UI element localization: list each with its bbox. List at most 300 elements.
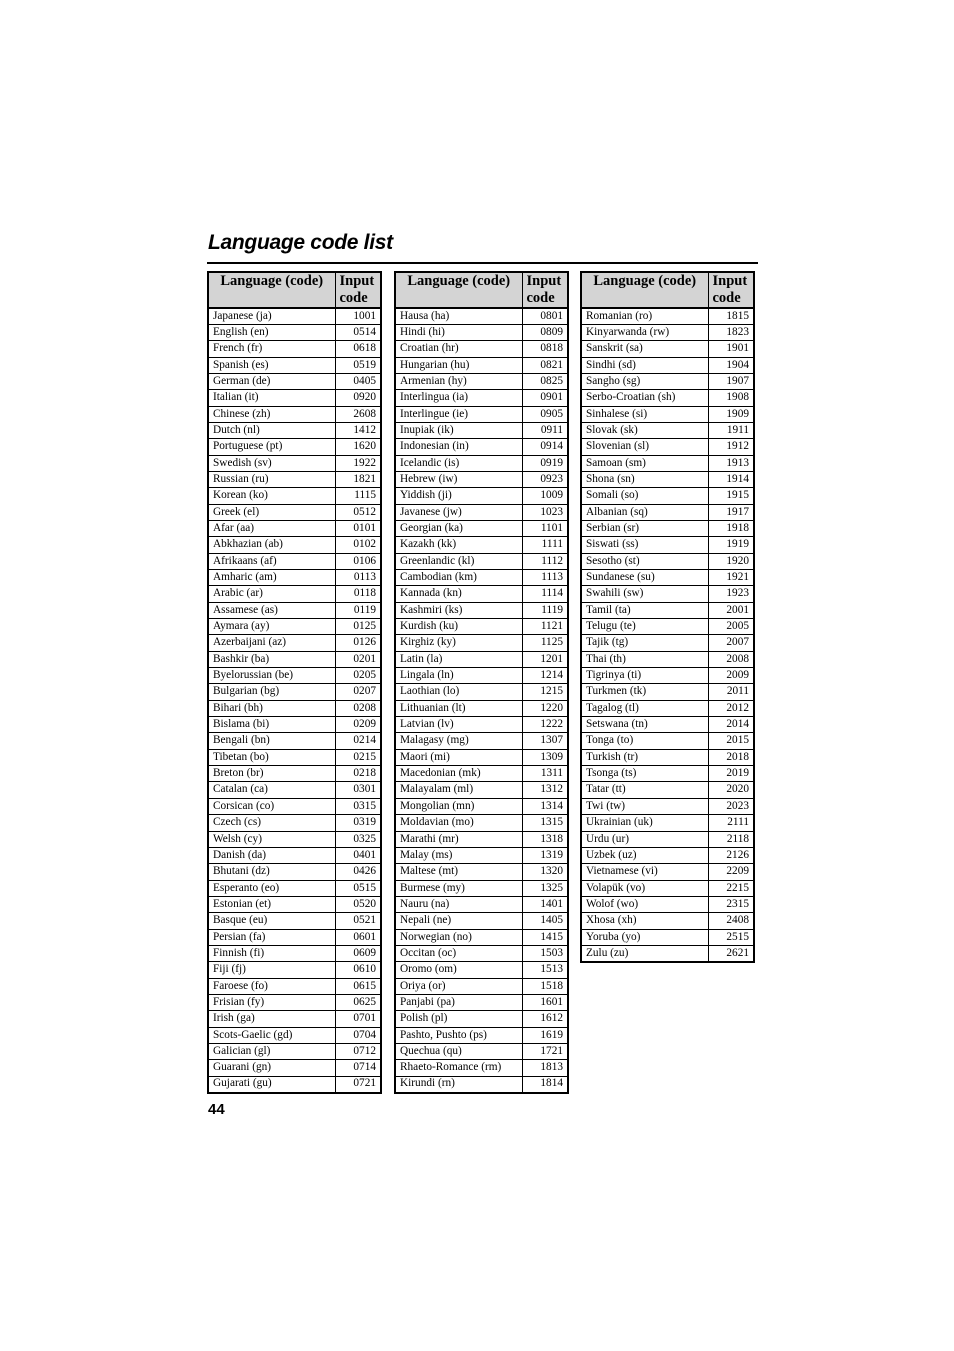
input-code-cell: 1823 xyxy=(708,324,754,340)
input-code-cell: 2126 xyxy=(708,847,754,863)
language-name-cell: Finnish (fi) xyxy=(208,945,335,961)
table-row xyxy=(395,1043,568,1059)
table-row xyxy=(208,978,381,994)
table-row xyxy=(208,668,381,684)
language-name-cell: Lithuanian (lt) xyxy=(395,700,522,716)
code-column-header: Input code xyxy=(522,272,568,308)
table-row xyxy=(395,1060,568,1076)
table-row xyxy=(581,815,754,831)
input-code-cell: 0301 xyxy=(335,782,381,798)
language-name-cell: Yiddish (ji) xyxy=(395,488,522,504)
table-row xyxy=(395,651,568,667)
table-row xyxy=(395,831,568,847)
language-name-cell: Twi (tw) xyxy=(581,798,708,814)
input-code-cell: 1813 xyxy=(522,1060,568,1076)
language-name-cell: Interlingue (ie) xyxy=(395,406,522,422)
language-name-cell: Maltese (mt) xyxy=(395,864,522,880)
language-name-cell: Siswati (ss) xyxy=(581,537,708,553)
language-name-cell: Bashkir (ba) xyxy=(208,651,335,667)
input-code-cell: 0615 xyxy=(335,978,381,994)
language-name-cell: Kurdish (ku) xyxy=(395,619,522,635)
input-code-cell: 1312 xyxy=(522,782,568,798)
language-name-cell: Greenlandic (kl) xyxy=(395,553,522,569)
table-row xyxy=(581,357,754,373)
table-row xyxy=(581,733,754,749)
table-row xyxy=(581,406,754,422)
table-row xyxy=(581,831,754,847)
input-code-cell: 0214 xyxy=(335,733,381,749)
table-row xyxy=(208,651,381,667)
language-name-cell: French (fr) xyxy=(208,341,335,357)
language-name-cell: Fiji (fj) xyxy=(208,962,335,978)
input-code-cell: 0209 xyxy=(335,717,381,733)
table-row xyxy=(208,684,381,700)
table-row xyxy=(395,896,568,912)
input-code-cell: 1101 xyxy=(522,520,568,536)
table-row xyxy=(208,390,381,406)
table-row xyxy=(581,390,754,406)
input-code-cell: 2014 xyxy=(708,717,754,733)
language-name-cell: Sinhalese (si) xyxy=(581,406,708,422)
language-name-cell: Turkish (tr) xyxy=(581,749,708,765)
language-name-cell: Somali (so) xyxy=(581,488,708,504)
language-name-cell: Arabic (ar) xyxy=(208,586,335,602)
table-row xyxy=(208,602,381,618)
table-row xyxy=(395,733,568,749)
input-code-cell: 2111 xyxy=(708,815,754,831)
language-name-cell: Romanian (ro) xyxy=(581,308,708,324)
language-name-cell: Kinyarwanda (rw) xyxy=(581,324,708,340)
table-row xyxy=(208,717,381,733)
language-name-cell: Lingala (ln) xyxy=(395,668,522,684)
language-name-cell: Tagalog (tl) xyxy=(581,700,708,716)
input-code-cell: 1911 xyxy=(708,422,754,438)
language-name-cell: Hebrew (iw) xyxy=(395,471,522,487)
table-row xyxy=(208,847,381,863)
input-code-cell: 0625 xyxy=(335,994,381,1010)
input-code-cell: 1909 xyxy=(708,406,754,422)
language-name-cell: Corsican (co) xyxy=(208,798,335,814)
input-code-cell: 1612 xyxy=(522,1011,568,1027)
language-column-header: Language (code) xyxy=(581,272,708,308)
input-code-cell: 0201 xyxy=(335,651,381,667)
table-row xyxy=(208,406,381,422)
language-name-cell: Cambodian (km) xyxy=(395,570,522,586)
table-row xyxy=(395,994,568,1010)
input-code-cell: 2011 xyxy=(708,684,754,700)
input-code-cell: 0821 xyxy=(522,357,568,373)
table-row xyxy=(581,847,754,863)
input-code-cell: 1009 xyxy=(522,488,568,504)
table-row xyxy=(395,570,568,586)
language-column-header: Language (code) xyxy=(208,272,335,308)
table-row xyxy=(395,847,568,863)
input-code-cell: 1307 xyxy=(522,733,568,749)
language-name-cell: Bengali (bn) xyxy=(208,733,335,749)
language-name-cell: Swahili (sw) xyxy=(581,586,708,602)
input-code-cell: 1222 xyxy=(522,717,568,733)
input-code-cell: 1904 xyxy=(708,357,754,373)
language-name-cell: Malagasy (mg) xyxy=(395,733,522,749)
table-row xyxy=(208,896,381,912)
language-name-cell: Tigrinya (ti) xyxy=(581,668,708,684)
table-row xyxy=(395,373,568,389)
language-name-cell: Telugu (te) xyxy=(581,619,708,635)
table-row xyxy=(208,962,381,978)
table-row xyxy=(208,619,381,635)
input-code-cell: 0113 xyxy=(335,570,381,586)
language-name-cell: Japanese (ja) xyxy=(208,308,335,324)
language-name-cell: Portuguese (pt) xyxy=(208,439,335,455)
language-name-cell: Maori (mi) xyxy=(395,749,522,765)
table-row xyxy=(395,717,568,733)
input-code-cell: 1619 xyxy=(522,1027,568,1043)
input-code-cell: 2408 xyxy=(708,913,754,929)
table-row xyxy=(208,880,381,896)
table-row xyxy=(208,994,381,1010)
table-row xyxy=(581,373,754,389)
input-code-cell: 0101 xyxy=(335,520,381,536)
language-name-cell: Assamese (as) xyxy=(208,602,335,618)
input-code-cell: 0905 xyxy=(522,406,568,422)
language-name-cell: Latin (la) xyxy=(395,651,522,667)
language-name-cell: Latvian (lv) xyxy=(395,717,522,733)
language-name-cell: Shona (sn) xyxy=(581,471,708,487)
language-name-cell: Afar (aa) xyxy=(208,520,335,536)
input-code-cell: 2315 xyxy=(708,896,754,912)
table-row xyxy=(581,668,754,684)
input-code-cell: 0102 xyxy=(335,537,381,553)
language-name-cell: Frisian (fy) xyxy=(208,994,335,1010)
language-name-cell: Inupiak (ik) xyxy=(395,422,522,438)
language-name-cell: Tajik (tg) xyxy=(581,635,708,651)
table-row xyxy=(395,700,568,716)
language-name-cell: Abkhazian (ab) xyxy=(208,537,335,553)
table-row xyxy=(395,668,568,684)
language-name-cell: Bislama (bi) xyxy=(208,717,335,733)
input-code-cell: 1914 xyxy=(708,471,754,487)
table-row xyxy=(581,471,754,487)
input-code-cell: 1901 xyxy=(708,341,754,357)
language-name-cell: Galician (gl) xyxy=(208,1043,335,1059)
language-name-cell: Polish (pl) xyxy=(395,1011,522,1027)
language-name-cell: Slovak (sk) xyxy=(581,422,708,438)
input-code-cell: 1320 xyxy=(522,864,568,880)
input-code-cell: 1913 xyxy=(708,455,754,471)
table-header-row xyxy=(395,272,568,308)
language-name-cell: Malay (ms) xyxy=(395,847,522,863)
input-code-cell: 1415 xyxy=(522,929,568,945)
input-code-cell: 1125 xyxy=(522,635,568,651)
input-code-cell: 1814 xyxy=(522,1076,568,1092)
input-code-cell: 0801 xyxy=(522,308,568,324)
input-code-cell: 0325 xyxy=(335,831,381,847)
language-name-cell: Serbian (sr) xyxy=(581,520,708,536)
input-code-cell: 1620 xyxy=(335,439,381,455)
input-code-cell: 0919 xyxy=(522,455,568,471)
input-code-cell: 0405 xyxy=(335,373,381,389)
input-code-cell: 2209 xyxy=(708,864,754,880)
table-row xyxy=(395,684,568,700)
input-code-cell: 1114 xyxy=(522,586,568,602)
table-row xyxy=(395,537,568,553)
language-name-cell: Kirundi (rn) xyxy=(395,1076,522,1092)
input-code-cell: 1215 xyxy=(522,684,568,700)
language-name-cell: Serbo-Croatian (sh) xyxy=(581,390,708,406)
table-row xyxy=(395,798,568,814)
table-row xyxy=(581,749,754,765)
table-row xyxy=(208,422,381,438)
input-code-cell: 2007 xyxy=(708,635,754,651)
table-row xyxy=(208,782,381,798)
table-row xyxy=(395,945,568,961)
input-code-cell: 0609 xyxy=(335,945,381,961)
language-name-cell: Yoruba (yo) xyxy=(581,929,708,945)
language-name-cell: Korean (ko) xyxy=(208,488,335,504)
table-row xyxy=(581,537,754,553)
language-name-cell: Afrikaans (af) xyxy=(208,553,335,569)
table-row xyxy=(581,766,754,782)
language-name-cell: Tatar (tt) xyxy=(581,782,708,798)
table-row xyxy=(208,1011,381,1027)
language-name-cell: Dutch (nl) xyxy=(208,422,335,438)
language-name-cell: Breton (br) xyxy=(208,766,335,782)
table-row xyxy=(395,880,568,896)
input-code-cell: 0315 xyxy=(335,798,381,814)
input-code-cell: 0205 xyxy=(335,668,381,684)
language-name-cell: Kirghiz (ky) xyxy=(395,635,522,651)
table-header-row xyxy=(581,272,754,308)
table-row xyxy=(208,341,381,357)
input-code-cell: 1915 xyxy=(708,488,754,504)
table-row xyxy=(208,357,381,373)
table-row xyxy=(208,488,381,504)
table-row xyxy=(581,651,754,667)
language-name-cell: Oromo (om) xyxy=(395,962,522,978)
input-code-cell: 0923 xyxy=(522,471,568,487)
language-table-2 xyxy=(394,271,569,1094)
table-row xyxy=(208,308,381,324)
input-code-cell: 1601 xyxy=(522,994,568,1010)
input-code-cell: 0106 xyxy=(335,553,381,569)
language-name-cell: Occitan (oc) xyxy=(395,945,522,961)
language-name-cell: Urdu (ur) xyxy=(581,831,708,847)
input-code-cell: 2015 xyxy=(708,733,754,749)
language-name-cell: Irish (ga) xyxy=(208,1011,335,1027)
language-name-cell: English (en) xyxy=(208,324,335,340)
language-name-cell: Nauru (na) xyxy=(395,896,522,912)
input-code-cell: 0704 xyxy=(335,1027,381,1043)
language-name-cell: German (de) xyxy=(208,373,335,389)
language-name-cell: Ukrainian (uk) xyxy=(581,815,708,831)
input-code-cell: 2515 xyxy=(708,929,754,945)
input-code-cell: 0901 xyxy=(522,390,568,406)
language-name-cell: Bulgarian (bg) xyxy=(208,684,335,700)
table-row xyxy=(581,602,754,618)
input-code-cell: 0519 xyxy=(335,357,381,373)
table-row xyxy=(208,929,381,945)
table-row xyxy=(581,635,754,651)
table-row xyxy=(395,422,568,438)
input-code-cell: 1513 xyxy=(522,962,568,978)
table-row xyxy=(581,798,754,814)
language-name-cell: Azerbaijani (az) xyxy=(208,635,335,651)
language-name-cell: Zulu (zu) xyxy=(581,945,708,961)
input-code-cell: 1315 xyxy=(522,815,568,831)
table-row xyxy=(395,929,568,945)
input-code-cell: 0920 xyxy=(335,390,381,406)
table-row xyxy=(581,570,754,586)
page-title: Language code list xyxy=(208,231,393,254)
language-name-cell: Xhosa (xh) xyxy=(581,913,708,929)
input-code-cell: 0520 xyxy=(335,896,381,912)
input-code-cell: 1412 xyxy=(335,422,381,438)
table-row xyxy=(208,864,381,880)
language-name-cell: Wolof (wo) xyxy=(581,896,708,912)
table-row xyxy=(208,471,381,487)
table-row xyxy=(395,357,568,373)
table-row xyxy=(208,504,381,520)
input-code-cell: 1314 xyxy=(522,798,568,814)
input-code-cell: 1115 xyxy=(335,488,381,504)
language-name-cell: Tonga (to) xyxy=(581,733,708,749)
input-code-cell: 1001 xyxy=(335,308,381,324)
input-code-cell: 1405 xyxy=(522,913,568,929)
table-row xyxy=(581,504,754,520)
language-name-cell: Greek (el) xyxy=(208,504,335,520)
table-row xyxy=(581,684,754,700)
table-row xyxy=(208,1027,381,1043)
input-code-cell: 2023 xyxy=(708,798,754,814)
table-row xyxy=(581,341,754,357)
input-code-cell: 1908 xyxy=(708,390,754,406)
table-row xyxy=(208,913,381,929)
table-row xyxy=(395,586,568,602)
table-row xyxy=(208,831,381,847)
language-name-cell: Basque (eu) xyxy=(208,913,335,929)
language-name-cell: Hausa (ha) xyxy=(395,308,522,324)
language-name-cell: Hungarian (hu) xyxy=(395,357,522,373)
language-name-cell: Kannada (kn) xyxy=(395,586,522,602)
input-code-cell: 0119 xyxy=(335,602,381,618)
input-code-cell: 2020 xyxy=(708,782,754,798)
input-code-cell: 1518 xyxy=(522,978,568,994)
table-row xyxy=(395,602,568,618)
language-name-cell: Bhutani (dz) xyxy=(208,864,335,880)
language-name-cell: Mongolian (mn) xyxy=(395,798,522,814)
input-code-cell: 1113 xyxy=(522,570,568,586)
table-row xyxy=(395,324,568,340)
language-name-cell: Russian (ru) xyxy=(208,471,335,487)
language-name-cell: Esperanto (eo) xyxy=(208,880,335,896)
table-row xyxy=(581,700,754,716)
input-code-cell: 1907 xyxy=(708,373,754,389)
language-name-cell: Volapük (vo) xyxy=(581,880,708,896)
input-code-cell: 1023 xyxy=(522,504,568,520)
table-row xyxy=(395,520,568,536)
table-row xyxy=(581,439,754,455)
table-row xyxy=(581,880,754,896)
table-row xyxy=(581,782,754,798)
input-code-cell: 0825 xyxy=(522,373,568,389)
language-name-cell: Italian (it) xyxy=(208,390,335,406)
input-code-cell: 1821 xyxy=(335,471,381,487)
input-code-cell: 1918 xyxy=(708,520,754,536)
input-code-cell: 0126 xyxy=(335,635,381,651)
input-code-cell: 1121 xyxy=(522,619,568,635)
input-code-cell: 1318 xyxy=(522,831,568,847)
table-row xyxy=(581,717,754,733)
table-row xyxy=(208,635,381,651)
table-row xyxy=(208,945,381,961)
table-row xyxy=(208,798,381,814)
language-table-3 xyxy=(580,271,755,963)
table-row xyxy=(581,913,754,929)
input-code-cell: 2019 xyxy=(708,766,754,782)
table-row xyxy=(208,749,381,765)
input-code-cell: 0426 xyxy=(335,864,381,880)
language-name-cell: Czech (cs) xyxy=(208,815,335,831)
language-name-cell: Tibetan (bo) xyxy=(208,749,335,765)
input-code-cell: 1119 xyxy=(522,602,568,618)
input-code-cell: 0610 xyxy=(335,962,381,978)
language-name-cell: Swedish (sv) xyxy=(208,455,335,471)
language-name-cell: Aymara (ay) xyxy=(208,619,335,635)
input-code-cell: 0701 xyxy=(335,1011,381,1027)
language-name-cell: Chinese (zh) xyxy=(208,406,335,422)
input-code-cell: 2001 xyxy=(708,602,754,618)
language-name-cell: Sesotho (st) xyxy=(581,553,708,569)
input-code-cell: 0914 xyxy=(522,439,568,455)
input-code-cell: 1917 xyxy=(708,504,754,520)
language-name-cell: Welsh (cy) xyxy=(208,831,335,847)
language-name-cell: Sanskrit (sa) xyxy=(581,341,708,357)
input-code-cell: 1921 xyxy=(708,570,754,586)
language-name-cell: Indonesian (in) xyxy=(395,439,522,455)
table-row xyxy=(581,619,754,635)
table-row xyxy=(581,586,754,602)
input-code-cell: 0218 xyxy=(335,766,381,782)
input-code-cell: 0721 xyxy=(335,1076,381,1092)
input-code-cell: 1309 xyxy=(522,749,568,765)
language-name-cell: Georgian (ka) xyxy=(395,520,522,536)
language-name-cell: Albanian (sq) xyxy=(581,504,708,520)
code-column-header: Input code xyxy=(708,272,754,308)
table-row xyxy=(395,913,568,929)
language-name-cell: Nepali (ne) xyxy=(395,913,522,929)
table-row xyxy=(208,1076,381,1092)
table-row xyxy=(395,488,568,504)
language-name-cell: Byelorussian (be) xyxy=(208,668,335,684)
code-column-header: Input code xyxy=(335,272,381,308)
language-name-cell: Setswana (tn) xyxy=(581,717,708,733)
table-row xyxy=(581,929,754,945)
language-name-cell: Norwegian (no) xyxy=(395,929,522,945)
table-row xyxy=(208,537,381,553)
title-rule xyxy=(207,262,758,264)
language-name-cell: Icelandic (is) xyxy=(395,455,522,471)
input-code-cell: 0215 xyxy=(335,749,381,765)
table-row xyxy=(208,815,381,831)
language-name-cell: Moldavian (mo) xyxy=(395,815,522,831)
table-row xyxy=(395,308,568,324)
language-name-cell: Panjabi (pa) xyxy=(395,994,522,1010)
language-name-cell: Interlingua (ia) xyxy=(395,390,522,406)
input-code-cell: 1815 xyxy=(708,308,754,324)
language-name-cell: Amharic (am) xyxy=(208,570,335,586)
input-code-cell: 1220 xyxy=(522,700,568,716)
table-row xyxy=(208,733,381,749)
